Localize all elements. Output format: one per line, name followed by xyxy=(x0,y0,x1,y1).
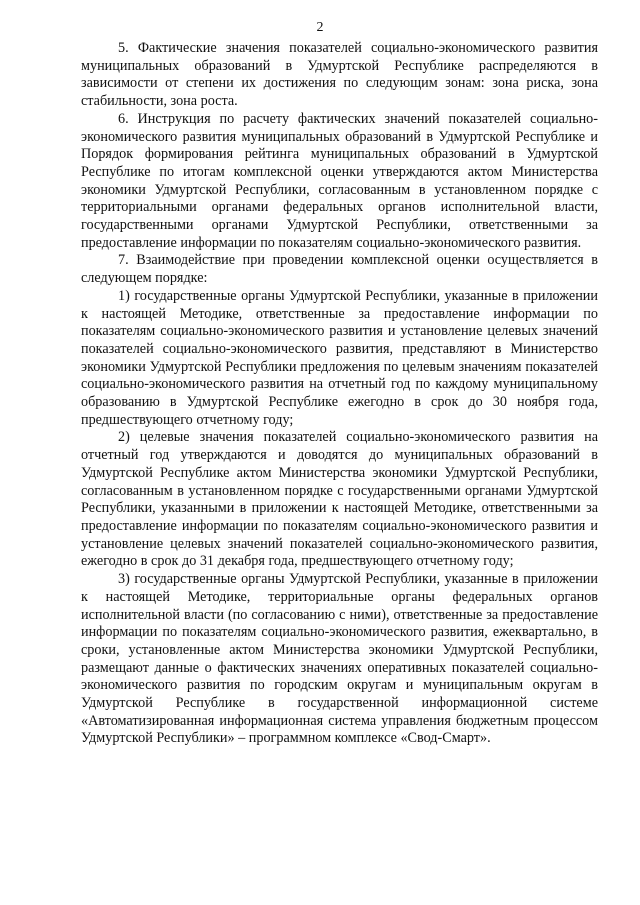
subparagraph-2: 2) целевые значения показателей социально-экономического развития на отчетный год утверждаются и доводятся до муниципальных образований в Удмуртской Республике актом Министерства экономики Удмуртской Республики, согласованным в установленном порядке с государственными органами Удмуртской Республики, указанными в приложении к настоящей Методике, ответственными за предоставление информации по показателям социально-экономического развития и установление целевых значений показателей социально-экономического развития, ежегодно в срок до 31 декабря года, предшествующего отчетному году; xyxy=(81,429,598,570)
subparagraph-1: 1) государственные органы Удмуртской Республики, указанные в приложении к настоящей Методике, ответственные за предоставление информации по показателям социально-экономического развития и установление целевых значений показателей социально-экономического развития, представляют в Министерство экономики Удмуртской Республики предложения по целевым значениям показателей социально-экономического развития на отчетный год по каждому муниципальному образованию в Удмуртской Республике ежегодно в срок до 30 ноября года, предшествующего отчетному году; xyxy=(81,287,598,428)
paragraph-item-5: 5. Фактические значения показателей социально-экономического развития муниципальных образований в Удмуртской Республике распределяются в зависимости от степени их достижения по следующим зонам: зона риска, зона стабильности, зона роста. xyxy=(81,40,598,110)
page-number: 2 xyxy=(316,20,324,35)
subparagraph-3: 3) государственные органы Удмуртской Республики, указанные в приложении к настоящей Методике, территориальные органы федеральных органов исполнительной власти (по согласованию с ними), ответственные за предоставление информации по показателям социально-экономического развития, ежеквартально, в сроки, установленные актом Министерства экономики Удмуртской Республики, размещают данные о фактических значениях оперативных показателей социально-экономического развития по городским округам и муниципальным округам в Удмуртской Республике в государственной информационной системе «Автоматизированная информационная система управления бюджетным процессом Удмуртской Республики» – программном комплексе «Свод-Смарт». xyxy=(81,571,598,747)
document-body xyxy=(81,40,598,748)
paragraph-item-6: 6. Инструкция по расчету фактических значений показателей социально-экономического развития муниципальных образований в Удмуртской Республике и Порядок формирования рейтинга муниципальных образований в Удмуртской Республике по итогам комплексной оценки утверждаются актом Министерства экономики Удмуртской Республики, согласованным в установленном порядке с территориальными органами федеральных органов исполнительной власти, государственными органами Удмуртской Республики, ответственными за предоставление информации по показателям социально-экономического развития. xyxy=(81,110,598,251)
paragraph-item-7: 7. Взаимодействие при проведении комплексной оценки осуществляется в следующем порядке: xyxy=(81,252,598,287)
